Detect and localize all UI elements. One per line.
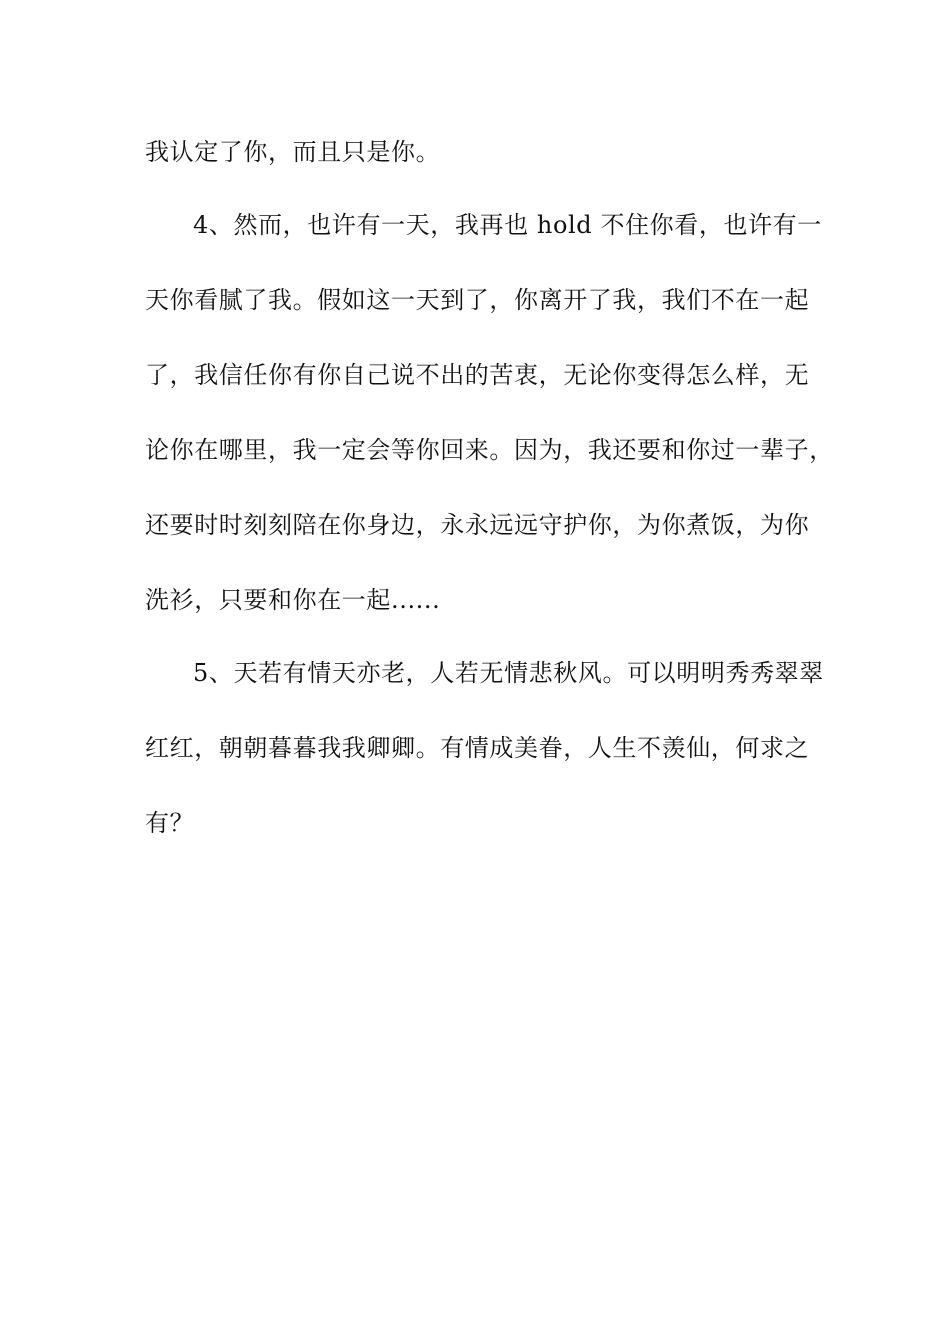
paragraph-4-line-4: 论你在哪里，我一定会等你回来。因为，我还要和你过一辈子， [145,436,834,464]
paragraph-5-line-1: 5、天若有情天亦老，人若无情悲秋风。可以明明秀秀翠翠 [193,659,824,687]
paragraph-4-line-1: 4、然而，也许有一天，我再也 hold 不住你看，也许有一 [193,211,822,239]
paragraph-3-line-1: 我认定了你，而且只是你。 [145,138,441,166]
paragraph-5-line-3: 有？ [145,809,195,837]
paragraph-4-line-2: 天你看腻了我。假如这一天到了，你离开了我，我们不在一起 [145,286,810,314]
paragraph-5-line-2: 红红，朝朝暮暮我我卿卿。有情成美眷，人生不羡仙，何求之 [145,734,810,762]
paragraph-4-line-5: 还要时时刻刻陪在你身边，永永远远守护你，为你煮饭，为你 [145,511,810,539]
paragraph-4-line-6: 洗衫，只要和你在一起...... [145,586,441,614]
paragraph-4-line-3: 了，我信任你有你自己说不出的苦衷，无论你变得怎么样，无 [145,361,810,389]
